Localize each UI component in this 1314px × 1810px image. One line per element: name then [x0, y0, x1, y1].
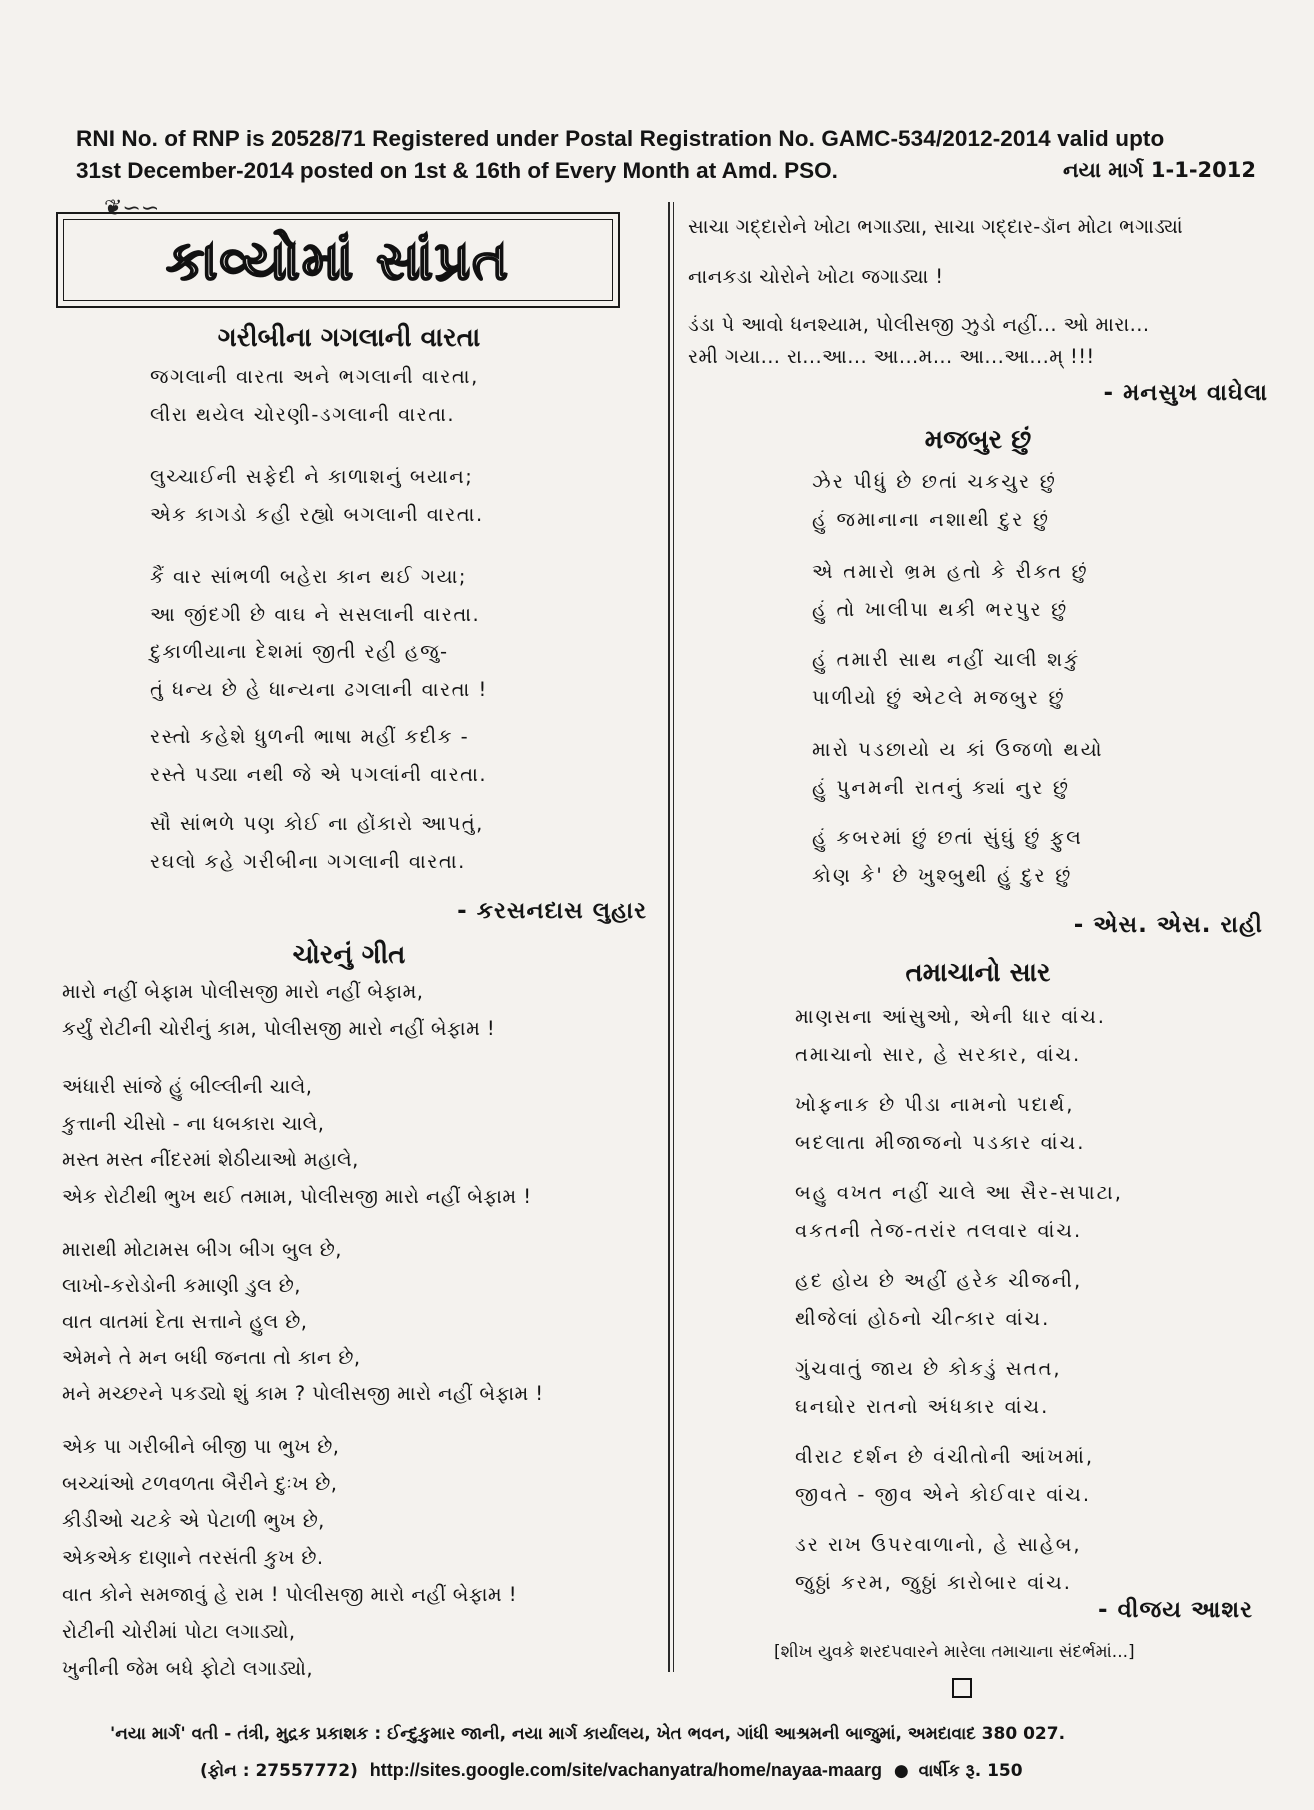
poem4-line: વકતની તેજ-તરાંર તલવાર વાંચ. [795, 1219, 1083, 1242]
poem2-line: ખુનીની જેમ બધે ફોટો લગાડ્યો, [62, 1657, 314, 1680]
poem2-title: ચોરનું ગીત [292, 940, 406, 970]
poem3-line: પાળીયો છું એટલે મજબુર છું [812, 686, 1066, 709]
poem1-title: ગરીબીના ગગલાની વારતા [217, 323, 481, 353]
poem1-line: લુચ્ચાઈની સફેદી ને કાળાશનું બયાન; [150, 465, 474, 488]
footer-phone: (ફોન : 27557772) [200, 1761, 358, 1781]
poem1-line: જગલાની વારતા અને ભગલાની વારતા, [150, 365, 479, 388]
poem2-line: મારાથી મોટામસ બીગ બીગ બુલ છે, [62, 1238, 342, 1261]
registration-line-2-text: 31st December-2014 posted on 1st & 16th of Every Month at Amd. PSO. [76, 158, 838, 183]
poem4-line: વીરાટ દર્શન છે વંચીતોની આંખમાં, [795, 1445, 1095, 1468]
masthead-box [56, 212, 620, 308]
poem1-line: રસ્તો કહેશે ધુળની ભાષા મહીં કદીક - [150, 725, 470, 748]
footer-contact [200, 1760, 1023, 1781]
poem2-line: મસ્ત મસ્ત નીંદરમાં શેઠીયાઓ મહાલે, [62, 1148, 359, 1171]
column-divider-inner [673, 202, 674, 1672]
poem2-author: - મનસુખ વાઘેલા [1103, 380, 1268, 406]
poem2-line: કર્યું રોટીની ચોરીનું કામ, પોલીસજી મારો નહીં બેફામ ! [62, 1017, 496, 1040]
registration-line-1: RNI No. of RNP is 20528/71 Registered under Postal Registration No. GAMC-534/2012-2014 valid upto [76, 126, 1165, 151]
poem3-line: હું કબરમાં છું છતાં સુંઘું છું ફુલ [812, 826, 1084, 849]
poem2-line: એમને તે મન બધી જનતા તો કાન છે, [62, 1346, 361, 1369]
poem4-caption: [શીખ યુવકે શરદપવારને મારેલા તમાચાના સંદર્ભમાં...] [774, 1642, 1135, 1662]
footer-publisher: 'નયા માર્ગ' વતી - તંત્રી, મુદ્રક પ્રકાશક : ઈન્દુકુમાર જાની, નયા માર્ગ કાર્યાલય, ખેત ભવન, ગાંધી આશ્રમની બાજુમાં, અમદાવાદ 380 027. [110, 1724, 1066, 1744]
poem3-line: હું તો ખાલીપા થકી ભરપુર છું [812, 598, 1069, 621]
issue-date: નયા માર્ગ 1-1-2012 [1062, 158, 1256, 182]
poem2-continued-line: રમી ગયા... રા...આ... આ...મ... આ...આ...મ્ !!! [688, 345, 1095, 368]
poem2-line: અંધારી સાંજે હું બીલ્લીની ચાલે, [62, 1075, 313, 1098]
poem4-line: માણસના આંસુઓ, એની ધાર વાંચ. [795, 1005, 1107, 1028]
poem2-line: એકએક દાણાને તરસંતી કુખ છે. [62, 1546, 324, 1569]
poem1-line: રસ્તે પડ્યા નથી જે એ પગલાંની વારતા. [150, 763, 488, 786]
poem1-line: દુકાળીયાના દેશમાં જીતી રહી હજુ- [150, 640, 449, 663]
poem4-line: જીવતે - જીવ એને કોઈવાર વાંચ. [795, 1483, 1092, 1506]
poem4-line: હદ હોય છે અહીં હરેક ચીજની, [795, 1269, 1083, 1292]
poem4-line: બહુ વખત નહીં ચાલે આ સૈર-સપાટા, [795, 1181, 1123, 1204]
poem3-line: એ તમારો ભ્રમ હતો કે રીક્ત છું [812, 560, 1089, 583]
ornament-icon: ❦∽∽ [104, 196, 160, 221]
poem2-line: વાત વાતમાં દેતા સત્તાને હુલ છે, [62, 1310, 308, 1333]
poem4-line: ખોફનાક છે પીડા નામનો પદાર્થ, [795, 1093, 1075, 1116]
poem4-line: ઘનઘોર રાતનો અંધકાર વાંચ. [795, 1395, 1050, 1418]
poem1-line: લીરા થયેલ ચોરણી-ડગલાની વારતા. [150, 403, 456, 426]
column-divider [668, 202, 670, 1672]
poem3-author: - એસ. એસ. રાહી [1073, 912, 1263, 938]
poem2-line: મારો નહીં બેફામ પોલીસજી મારો નહીં બેફામ, [62, 980, 424, 1003]
poem3-line: હું તમારી સાથ નહીં ચાલી શકું [812, 648, 1081, 671]
poem2-line: લાખો-કરોડોની કમાણી ડુલ છે, [62, 1274, 301, 1297]
poem3-line: કોણ કે' છે ખુશ્બુથી હું દુર છું [812, 864, 1073, 887]
poem1-line: રઘલો કહે ગરીબીના ગગલાની વારતા. [150, 850, 466, 873]
poem3-line: હું જમાનાના નશાથી દુર છું [812, 508, 1051, 531]
poem3-line: મારો પડછાયો ય કાં ઉજળો થયો [812, 738, 1104, 761]
footer-url[interactable]: http://sites.google.com/site/vachanyatra/home/nayaa-maarg [369, 1760, 882, 1780]
poem2-line: એક પા ગરીબીને બીજી પા ભુખ છે, [62, 1435, 340, 1458]
footer-price: વાર્ષીક રૂ. 150 [918, 1761, 1023, 1781]
poem4-line: તમાચાનો સાર, હે સરકાર, વાંચ. [795, 1043, 1082, 1066]
poem1-author: - કરસનદાસ લુહાર [457, 898, 647, 924]
poem1-line: તું ધન્ય છે હે ધાન્યના ઢગલાની વારતા ! [150, 678, 488, 701]
poem2-line: કુત્તાની ચીસો - ના ધબકારા ચાલે, [62, 1112, 325, 1135]
poem1-line: સૌ સાંભળે પણ કોઈ ના હોંકારો આપતું, [150, 812, 484, 835]
poem2-continued-line: નાનકડા ચોરોને ખોટા જગાડ્યા ! [688, 265, 944, 288]
poem2-line: વાત કોને સમજાવું હે રામ ! પોલીસજી મારો નહીં બેફામ ! [62, 1583, 517, 1606]
poem4-title: તમાચાનો સાર [905, 958, 1051, 988]
poem4-line: ગુંચવાતું જાય છે કોકડું સતત, [795, 1357, 1062, 1380]
poem4-line: બદલાતા મીજાજનો પડકાર વાંચ. [795, 1131, 1086, 1154]
poem2-continued-line: ડંડા પે આવો ધનશ્યામ, પોલીસજી ઝુડો નહીં... ઓ મારા... [688, 313, 1150, 336]
registration-line-2 [76, 158, 1276, 184]
masthead-title: કાવ્યોમાં સાંપ્રત [166, 227, 510, 292]
poem3-title: મજબુર છું [924, 425, 1032, 455]
poem4-line: થીજેલાં હોઠનો ચીત્કાર વાંચ. [795, 1307, 1051, 1330]
poem3-line: ઝેર પીધું છે છતાં ચકચુર છું [812, 470, 1057, 493]
poem1-line: એક કાગડો કહી રહ્યો બગલાની વારતા. [150, 503, 484, 526]
bullet-icon: ● [893, 1761, 909, 1781]
end-square-icon [952, 1678, 972, 1698]
poem2-line: રોટીની ચોરીમાં પોટા લગાડ્યો, [62, 1620, 296, 1643]
poem2-line: એક રોટીથી ભુખ થઈ તમામ, પોલીસજી મારો નહીં બેફામ ! [62, 1185, 532, 1208]
poem4-line: ડર રાખ ઉપરવાળાનો, હે સાહેબ, [795, 1533, 1082, 1556]
poem4-line: જુઠ્ઠાં કરમ, જુઠ્ઠાં કારોબાર વાંચ. [795, 1571, 1072, 1594]
poem3-line: હું પુનમની રાતનું ક્યાં નુર છું [812, 776, 1071, 799]
poem2-line: મને મચ્છરને પકડ્યો શું કામ ? પોલીસજી મારો નહીં બેફામ ! [62, 1382, 544, 1405]
poem2-line: બચ્ચાંઓ ટળવળતા બૈરીને દુઃખ છે, [62, 1472, 338, 1495]
poem1-line: આ જીંદગી છે વાઘ ને સસલાની વારતા. [150, 603, 481, 626]
poem2-line: કીડીઓ ચટકે એ પેટાળી ભુખ છે, [62, 1509, 325, 1532]
poem4-author: - વીજય આશર [1098, 1597, 1253, 1623]
poem1-line: કૈં વાર સાંભળી બહેરા કાન થઈ ગયા; [150, 565, 467, 588]
poem2-continued-line: સાચા ગદ્દારોને ખોટા ભગાડ્યા, સાચા ગદ્દાર-ડૉન મોટા ભગાડ્યાં [688, 215, 1183, 238]
registration-header [76, 126, 1276, 184]
